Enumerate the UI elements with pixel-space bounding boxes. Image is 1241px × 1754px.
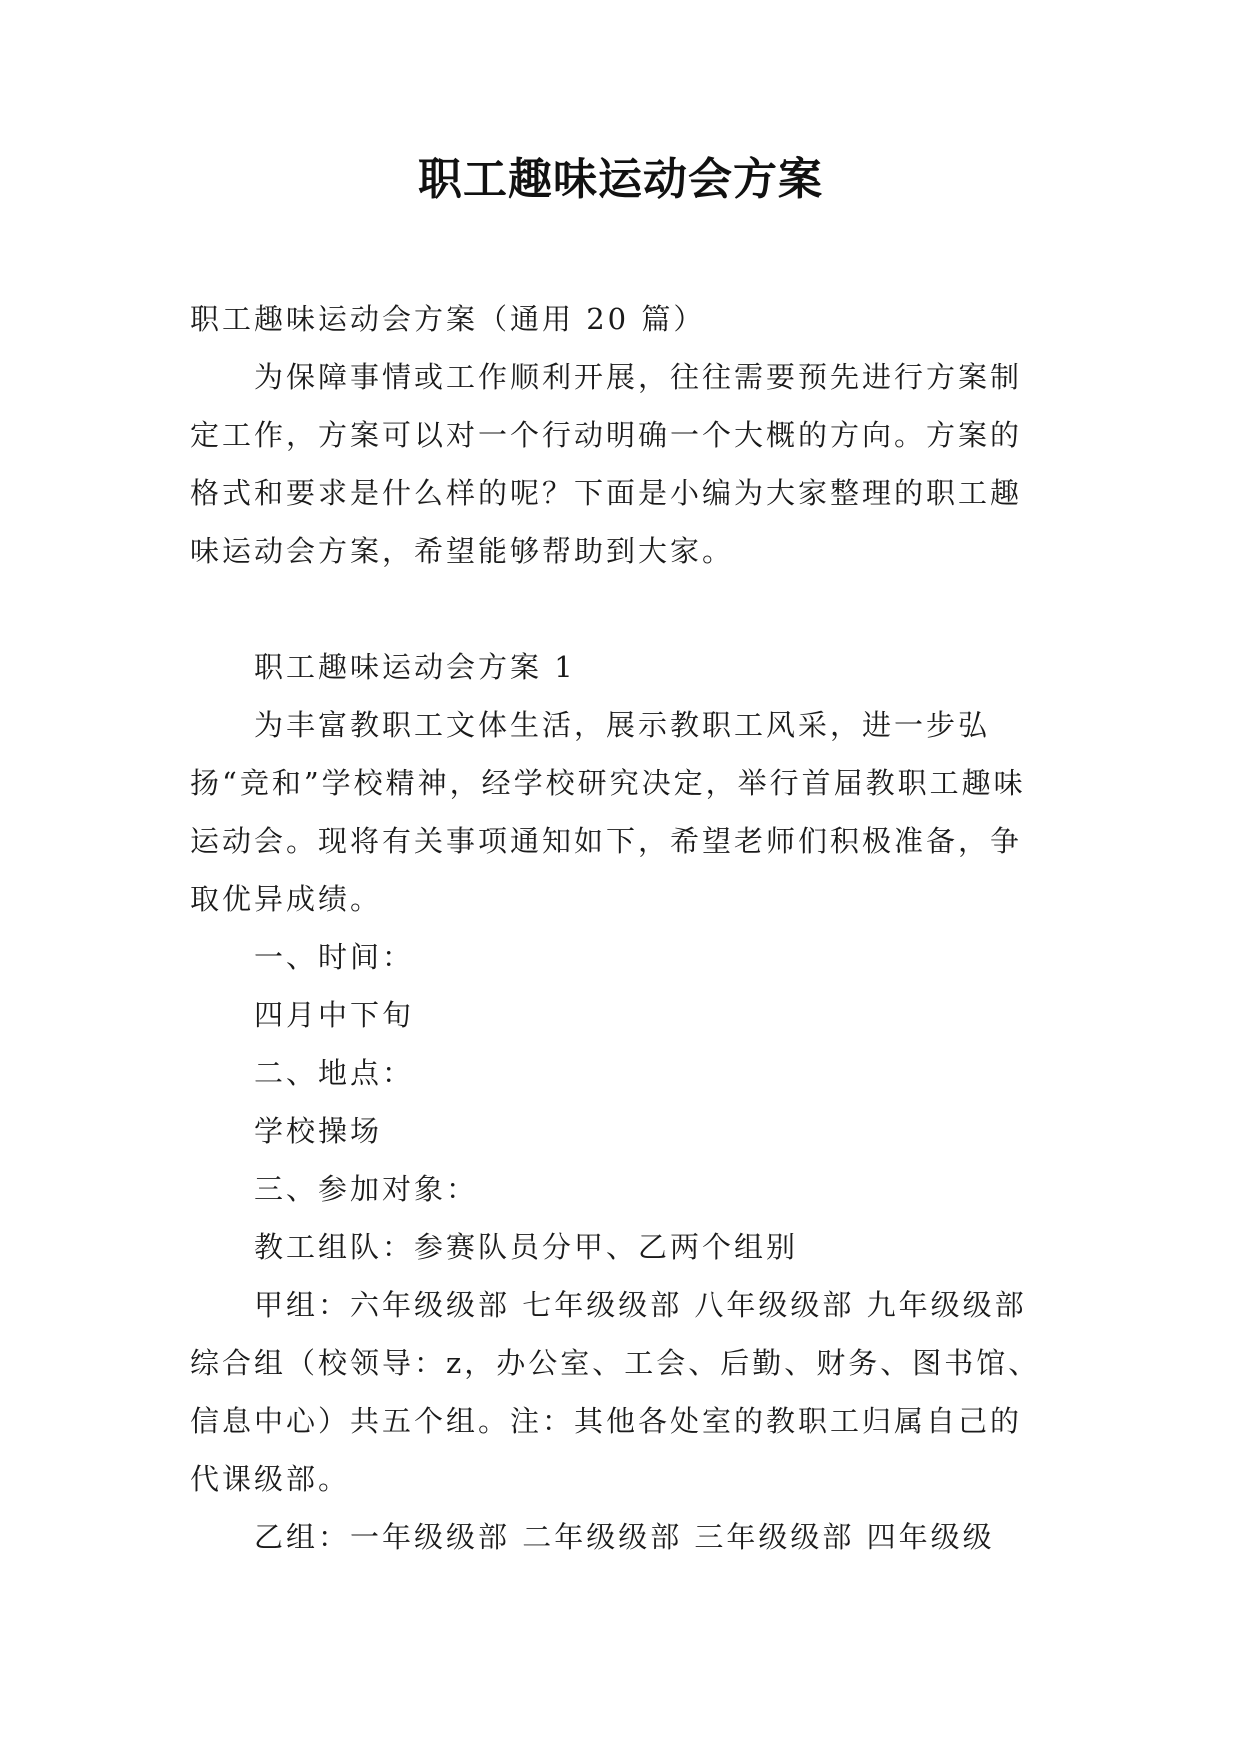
document-subtitle: 职工趣味运动会方案（通用 20 篇） — [190, 302, 706, 336]
time-heading: 一、时间： — [254, 940, 415, 974]
team-grouping: 教工组队：参赛队员分甲、乙两个组别 — [254, 1230, 799, 1264]
paragraph-spacer — [190, 580, 1052, 638]
document-body — [190, 290, 1052, 1566]
participants-heading: 三、参加对象： — [254, 1172, 479, 1206]
body-paragraph: 为丰富教职工文体生活，展示教职工风采，进一步弘扬“竞和”学校精神，经学校研究决定，举行首届教职工趣味运动会。现将有关事项通知如下，希望老师们积极准备，争取优异成绩。 — [190, 708, 1026, 916]
group-a-paragraph: 甲组：六年级级部 七年级级部 八年级级部 九年级级部 综合组（校领导：z，办公室、工会、后勤、财务、图书馆、信息中心）共五个组。注：其他各处室的教职工归属自己的代课级部。 — [190, 1288, 1041, 1496]
group-b-paragraph: 乙组：一年级级部 二年级级部 三年级级部 四年级级 — [254, 1520, 995, 1554]
document-title: 职工趣味运动会方案 — [418, 154, 823, 205]
time-value: 四月中下旬 — [254, 998, 415, 1032]
location-value: 学校操场 — [254, 1114, 383, 1148]
section-heading: 职工趣味运动会方案 1 — [254, 650, 576, 684]
intro-paragraph: 为保障事情或工作顺利开展，往往需要预先进行方案制定工作，方案可以对一个行动明确一个大概的方向。方案的格式和要求是什么样的呢？下面是小编为大家整理的职工趣味运动会方案，希望能够帮助到大家。 — [190, 360, 1023, 568]
location-heading: 二、地点： — [254, 1056, 415, 1090]
